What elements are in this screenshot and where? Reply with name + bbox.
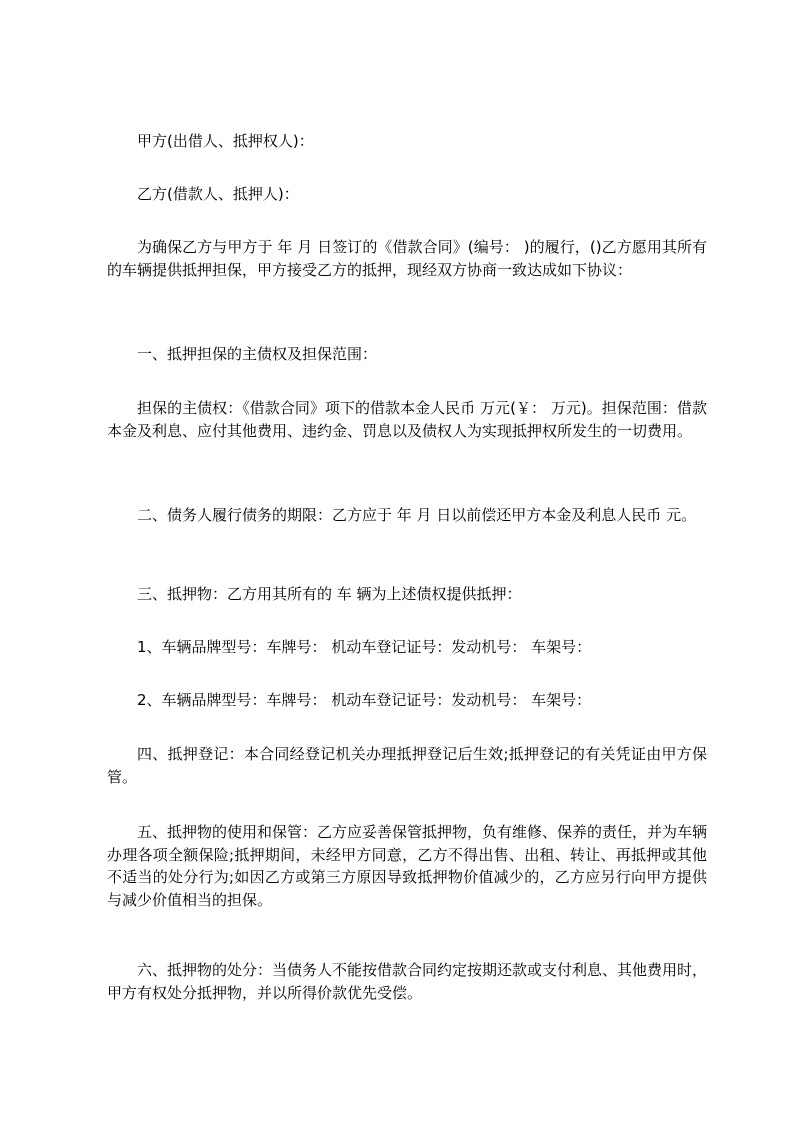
vehicle-1-line: 1、车辆品牌型号：车牌号： 机动车登记证号：发动机号： 车架号： <box>137 638 592 656</box>
section-1-heading: 一、抵押担保的主债权及担保范围： <box>137 345 378 363</box>
section-1-body: 担保的主债权：《借款合同》项下的借款本金人民币 万元(￥： 万元)。担保范围：借款本金及利息、应付其他费用、违约金、罚息以及债权人为实现抵押权所发生的一切费用。 <box>107 399 707 440</box>
section-6-paragraph: 六、抵押物的处分：当债务人不能按借款合同约定按期还款或支付利息、其他费用时，甲方有权处分抵押物，并以所得价款优先受偿。 <box>107 961 708 1002</box>
section-5-paragraph: 五、抵押物的使用和保管：乙方应妥善保管抵押物，负有维修、保养的责任，并为车辆办理各项全额保险;抵押期间，未经甲方同意，乙方不得出售、出租、转让、再抵押或其他不适当的处分行为;如因乙方或第三方原因导致抵押物价值减少的，乙方应另行向甲方提供与减少价值相当的担保。 <box>107 823 708 909</box>
vehicle-2-line: 2、车辆品牌型号：车牌号： 机动车登记证号：发动机号： 车架号： <box>137 691 592 709</box>
preamble-paragraph: 为确保乙方与甲方于 年 月 日签订的《借款合同》(编号： )的履行，()乙方愿用其所有的车辆提供抵押担保，甲方接受乙方的抵押，现经双方协商一致达成如下协议： <box>107 238 707 279</box>
section-3-paragraph: 三、抵押物：乙方用其所有的 车 辆为上述债权提供抵押： <box>137 585 522 603</box>
party-b-line: 乙方(借款人、抵押人)： <box>137 185 299 203</box>
section-2-paragraph: 二、债务人履行债务的期限：乙方应于 年 月 日以前偿还甲方本金及利息人民币 元。 <box>137 506 697 524</box>
party-a-line: 甲方(出借人、抵押权人)： <box>137 132 314 150</box>
section-4-paragraph: 四、抵押登记：本合同经登记机关办理抵押登记后生效;抵押登记的有关凭证由甲方保管。 <box>107 745 707 786</box>
